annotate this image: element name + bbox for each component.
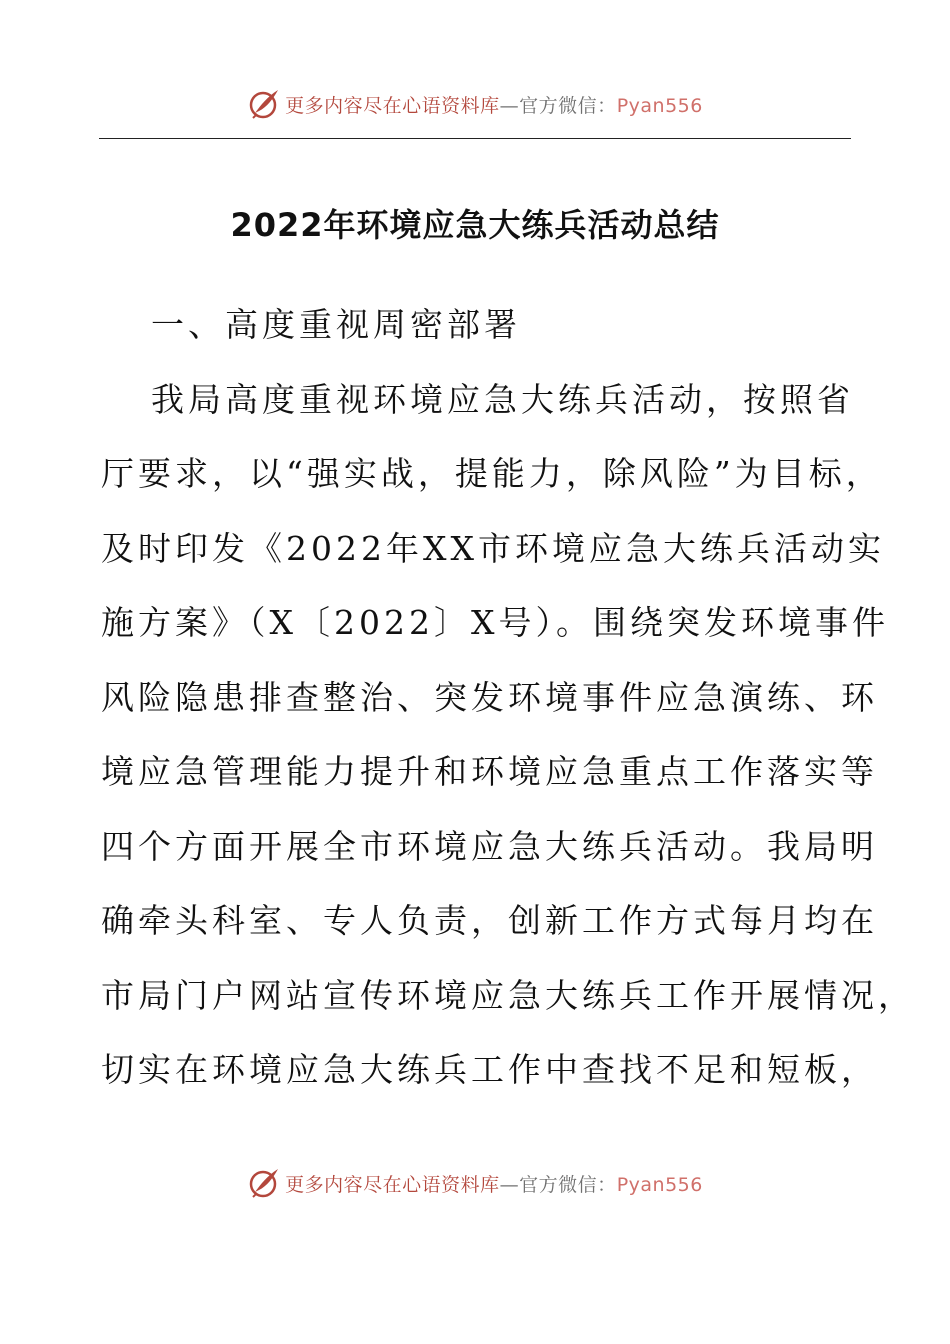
document-body <box>101 288 915 1108</box>
header-watermark-banner <box>0 84 950 124</box>
paragraph-line: 切实在环境应急大练兵工作中查找不足和短板， <box>101 1050 878 1089</box>
paragraph-line: 厅要求，以“强实战，提能力，除风险”为目标， <box>101 454 883 493</box>
quill-logo-icon <box>247 1166 281 1200</box>
document-title: 2022年环境应急大练兵活动总结 <box>230 206 720 244</box>
paragraph-line: 风险隐患排查整治、突发环境事件应急演练、环 <box>101 677 878 717</box>
paragraph-line: 境应急管理能力提升和环境应急重点工作落实等 <box>101 752 878 791</box>
paragraph-line: 四个方面开展全市环境应急大练兵活动。我局明 <box>101 826 878 866</box>
banner-text: 更多内容尽在心语资料库—官方微信：Pyan556 <box>285 1173 703 1196</box>
paragraph-line: 施方案》（X〔2022〕X号）。围绕突发环境事件 <box>101 603 889 642</box>
footer-watermark-banner <box>0 1163 950 1203</box>
paragraph-line: 市局门户网站宣传环境应急大练兵工作开展情况， <box>101 975 915 1015</box>
paragraph-line: 我局高度重视环境应急大练兵活动，按照省 <box>151 379 854 419</box>
section-heading: 一、高度重视周密部署 <box>151 305 521 344</box>
paragraph-line: 确牵头科室、专人负责，创新工作方式每月均在 <box>101 901 878 940</box>
paragraph-line: 及时印发《2022年XX市环境应急大练兵活动实 <box>101 528 885 568</box>
banner-text: 更多内容尽在心语资料库—官方微信：Pyan556 <box>285 94 703 117</box>
header-divider <box>99 138 851 139</box>
quill-logo-icon <box>247 87 281 121</box>
